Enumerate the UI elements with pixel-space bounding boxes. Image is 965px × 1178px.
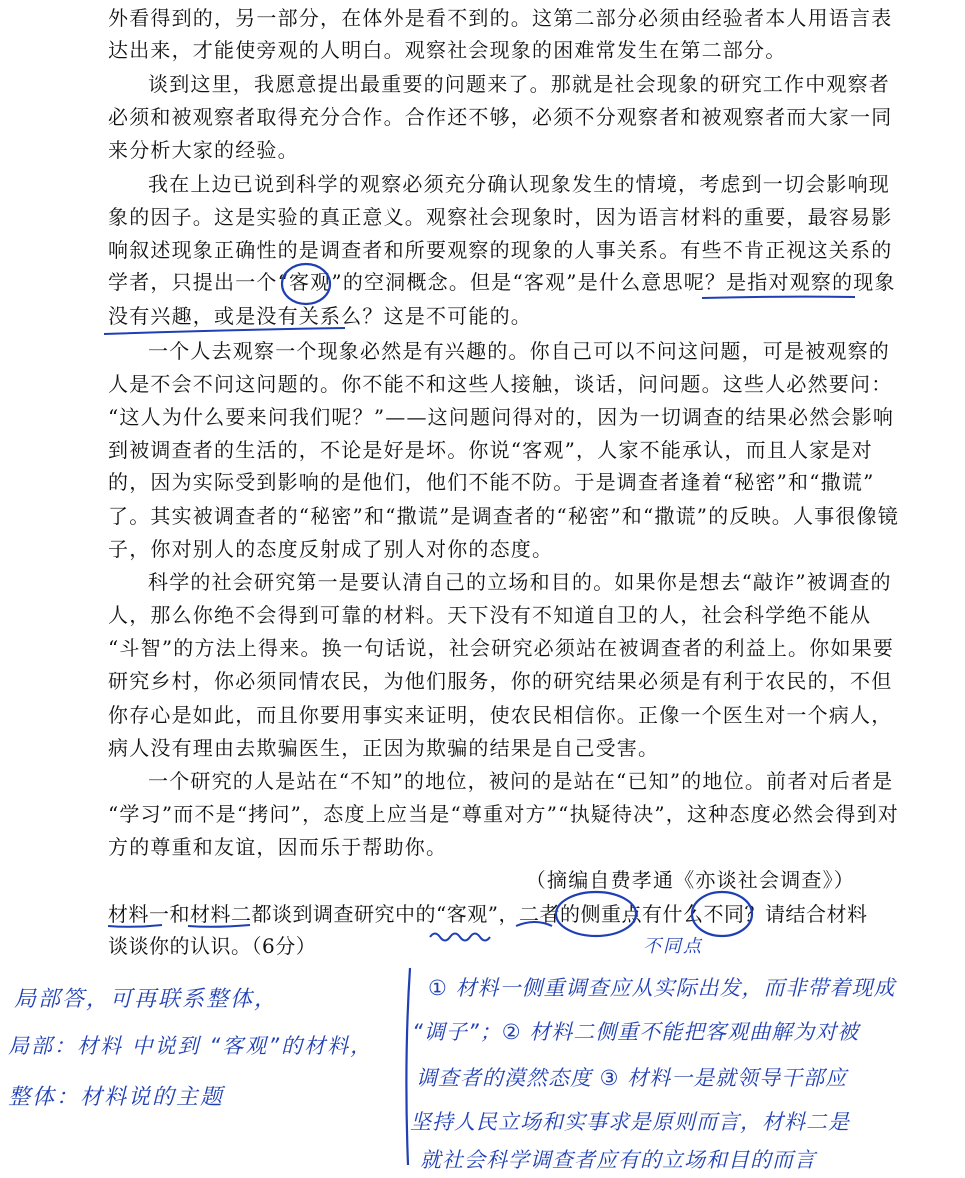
handwritten-answer-line-1: ① 材料一侧重调查应从实际出发，而非带着现成 — [428, 976, 896, 1000]
passage-line: 象的因子。这是实验的真正意义。观察社会现象时，因为语言材料的重要，最容易影 — [108, 205, 893, 229]
passage-line: 一个研究的人是站在“不知”的地位，被问的是站在“已知”的地位。前者对后者是 — [148, 769, 894, 793]
passage-line: 你存心是如此，而且你要用事实来证明，使农民相信你。正像一个医生对一个病人， — [108, 703, 893, 727]
source-citation: （摘编自费孝通《亦谈社会调查》） — [525, 868, 855, 892]
passage-line: 到被调查者的生活的，不论是好是坏。你说“客观”，人家不能承认，而且人家是对 — [108, 438, 873, 462]
passage-line: 达出来，才能使旁观的人明白。观察社会现象的困难常发生在第二部分。 — [108, 38, 787, 62]
handwritten-note-left-2: 局部：材料 中说到 “客观”的材料， — [8, 1034, 374, 1058]
handwritten-note-left-3: 整体：材料说的主题 — [8, 1085, 225, 1110]
passage-line: 了。其实被调查者的“秘密”和“撒谎”是调查者的“秘密”和“撒谎”的反映。人事很像镜 — [108, 504, 899, 528]
passage-line: 子，你对别人的态度反射成了别人对你的态度。 — [108, 537, 554, 561]
passage-line: 病人没有理由去欺骗医生，正因为欺骗的结果是自己受害。 — [108, 736, 660, 760]
passage-line: 方的尊重和友谊，因而乐于帮助你。 — [108, 835, 448, 859]
passage-line: “学习”而不是“拷问”，态度上应当是“尊重对方”“执疑待决”，这种态度必然会得到对 — [108, 802, 899, 826]
handwritten-answer-line-3: 调查者的漠然态度 ③ 材料一是就领导干部应 — [416, 1066, 848, 1090]
handwritten-answer-line-4: 坚持人民立场和实事求是原则而言，材料二是 — [410, 1110, 850, 1134]
handwritten-note-different-points: 不同点 — [643, 936, 703, 957]
handwritten-note-left-1: 局部答，可再联系整体， — [14, 987, 279, 1012]
passage-line: 外看得到的，另一部分，在体外是看不到的。这第二部分必须由经验者本人用语言表 — [108, 6, 893, 30]
passage-line: 一个人去观察一个现象必然是有兴趣的。你自己可以不问这问题，可是被观察的 — [148, 339, 890, 363]
passage-line: 来分析大家的经验。 — [108, 138, 299, 162]
handwritten-answer-line-5: 就社会科学调查者应有的立场和目的而言 — [420, 1148, 816, 1172]
passage-line: 学者，只提出一个“客观”的空洞概念。但是“客观”是什么意思呢？是指对观察的现象 — [108, 270, 896, 294]
passage-line: 我在上边已说到科学的观察必须充分确认现象发生的情境，考虑到一切会影响现 — [148, 172, 890, 196]
wavy-underline-mark — [430, 934, 490, 941]
passage-line: 响叙述现象正确性的是调查者和所要观察的现象的人事关系。有些不肯正视这关系的 — [108, 238, 893, 262]
passage-line: 研究乡村，你必须同情农民，为他们服务，你的研究结果必须是有利于农民的，不但 — [108, 669, 893, 693]
passage-line: 人是不会不问这问题的。你不能不和这些人接触，谈话，问问题。这些人必然要问： — [108, 372, 893, 396]
passage-line: 必须和被观察者取得充分合作。合作还不够，必须不分观察者和被观察者而大家一同 — [108, 105, 893, 129]
question-line-2: 谈谈你的认识。（6分） — [108, 934, 317, 958]
passage-line: 人，那么你绝不会得到可靠的材料。天下没有不知道自卫的人，社会科学绝不能从 — [108, 603, 872, 627]
passage-line: “这人为什么要来问我们呢？”——这问题问得对的，因为一切调查的结果必然会影响 — [108, 405, 895, 429]
passage-line: “斗智”的方法上得来。换一句话说，社会研究必须站在被调查者的利益上。你如果要 — [108, 636, 895, 660]
handwritten-answer-line-2: “调子”；② 材料二侧重不能把客观曲解为对被 — [412, 1020, 860, 1044]
question-line-1: 材料一和材料二都谈到调查研究中的“客观”，二者的侧重点有什么不同？请结合材料 — [108, 902, 868, 926]
passage-line: 的，因为实际受到影响的是他们，他们不能不防。于是调查者逢着“秘密”和“撒谎” — [108, 470, 875, 494]
passage-line: 没有兴趣，或是没有关系么？这是不可能的。 — [108, 304, 532, 328]
passage-line: 科学的社会研究第一是要认清自己的立场和目的。如果你是想去“敲诈”被调查的 — [148, 570, 892, 594]
passage-line: 谈到这里，我愿意提出最重要的问题来了。那就是社会现象的研究工作中观察者 — [148, 72, 890, 96]
